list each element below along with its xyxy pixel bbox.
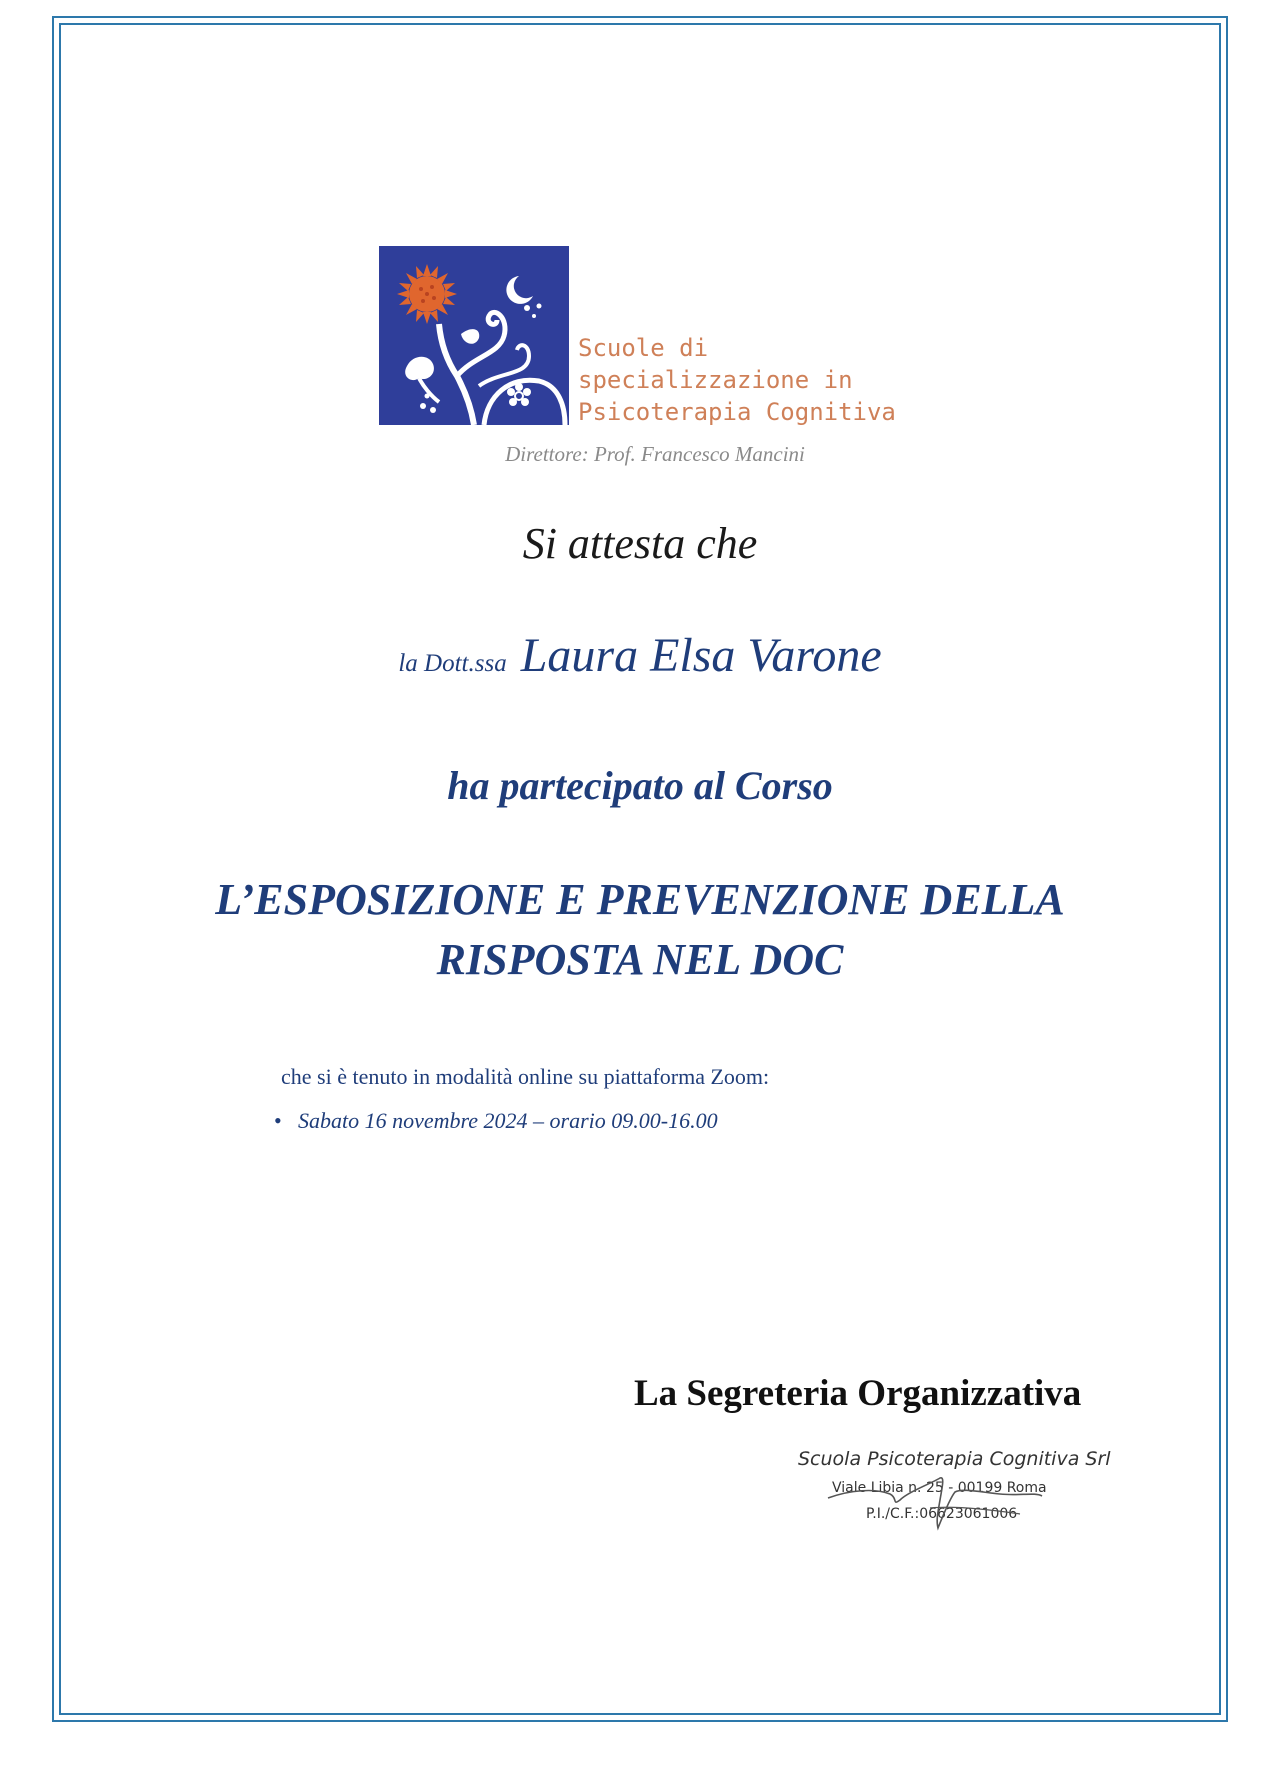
course-modality: che si è tenuto in modalità online su piattaforma Zoom: (281, 1064, 770, 1089)
company-stamp (780, 1448, 1110, 1538)
stamp-address: Viale Libia n. 25 - 00199 Roma (832, 1480, 1047, 1496)
recipient-name: Laura Elsa Varone (520, 629, 882, 682)
course-date: Sabato 16 novembre 2024 – orario 09.00-16.00 (298, 1108, 718, 1133)
attestation-heading: Si attesta che (522, 519, 758, 568)
sun-moon-tree-logo-icon (379, 246, 569, 425)
course-title-line-2: RISPOSTA NEL DOC (436, 935, 844, 984)
course-date-item (274, 1108, 718, 1134)
recipient-line (0, 628, 1280, 683)
school-name: Scuole di specializzazione in Psicoterapia Cognitiva (578, 334, 896, 426)
recipient-title-prefix: la Dott.ssa (398, 650, 507, 677)
director-line: Direttore: Prof. Francesco Mancini (505, 442, 805, 466)
course-title-line-1: L’ESPOSIZIONE E PREVENZIONE DELLA (215, 875, 1065, 924)
secretary-title: La Segreteria Organizzativa (634, 1373, 1082, 1414)
stamp-vat-number: P.I./C.F.:06623061006 (866, 1506, 1018, 1522)
participation-statement: ha partecipato al Corso (447, 763, 833, 808)
stamp-company-name: Scuola Psicoterapia Cognitiva Srl (798, 1448, 1111, 1470)
course-title (0, 870, 1280, 990)
bullet-icon: • (274, 1108, 282, 1133)
